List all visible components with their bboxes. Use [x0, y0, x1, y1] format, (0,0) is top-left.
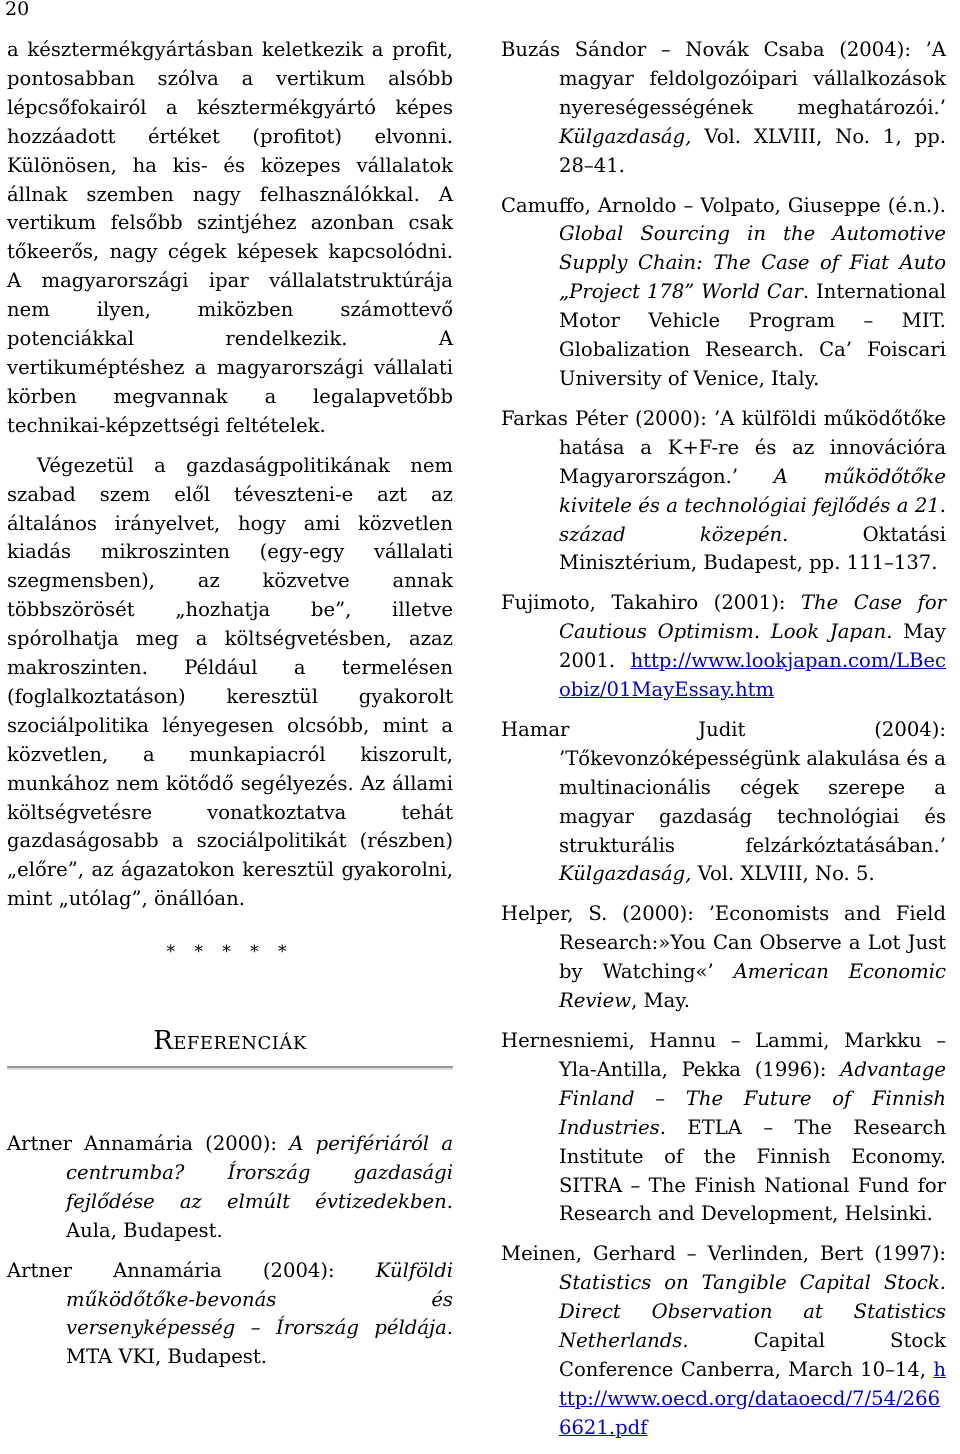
- reference-text: Vol. XLVIII, No. 1, pp. 28–41.: [559, 124, 946, 177]
- reference-text: ETLA – The Research Institute of the Finnish Economy. SITRA – The Finish National Fund for Research and Development, Helsinki.: [559, 1115, 946, 1226]
- reference-title: Külgazdaság,: [559, 124, 692, 148]
- reference-title: The Case for Cautious Optimism. Look Japan.: [559, 591, 946, 644]
- reference-title: Advantage Finland – The Future of Finnish Industries.: [559, 1057, 946, 1139]
- reference-text: Artner Annamária (2000):: [7, 1132, 290, 1155]
- reference-entry: [501, 1240, 946, 1442]
- reference-text: Camuffo, Arnoldo – Volpato, Giuseppe (é.n.).: [501, 193, 946, 217]
- reference-list-right: [501, 36, 946, 1454]
- reference-text: MTA VKI, Budapest.: [66, 1345, 267, 1369]
- reference-entry: [7, 1130, 453, 1246]
- body-paragraph: Végezetül a gazdaságpolitikának nem szabad szem elől téveszteni-e azt az általános irányelvet, hogy ami közvetlen kiadás mikroszinten (egy-egy vállalati szegmensben), az közvetve annak többszörösét „hozhatja be”, illetve spórolhatja meg a költségvetésben, azaz makroszinten. Például a termelésen (foglalkoztatáson) keresztül gyakorolt szociálpolitika lényegesen olcsóbb, mint a közvetlen, a munkapiacról kiszorult, munkához nem kötődő segélyezés. Az állami költségvetésre vonatkoztatva tehát gazdaságosabb a szociálpolitikát (részben) „előre”, az ágazatokon keresztül gyakorolni, mint „utólag”, önállóan.: [7, 453, 453, 911]
- reference-link[interactable]: http://www.oecd.org/dataoecd/7/54/2666621.pdf: [559, 1357, 946, 1439]
- reference-text: Fujimoto, Takahiro (2001):: [501, 591, 801, 615]
- reference-title: Külföldi működőtőke-bevonás és versenyképesség – Írország példája.: [66, 1258, 453, 1340]
- reference-text: Artner Annamária (2004):: [7, 1258, 376, 1282]
- reference-list-left: [7, 1130, 453, 1372]
- reference-entry: [7, 1257, 453, 1373]
- reference-text: Oktatási Minisztérium, Budapest, pp. 111–137.: [559, 522, 946, 575]
- reference-text: Meinen, Gerhard – Verlinden, Bert (1997):: [501, 1242, 946, 1266]
- left-column: [7, 36, 453, 1383]
- reference-text: Helper, S. (2000): ’Economists and Field Research:»You Can Observe a Lot Just by Watching«’: [501, 902, 946, 984]
- reference-entry: [501, 1027, 946, 1229]
- reference-title: A perifériáról a centrumba? Írország gazdasági fejlődése az elmúlt évtizedekben.: [66, 1132, 453, 1213]
- reference-text: Hernesniemi, Hannu – Lammi, Markku – Yla-Antilla, Pekka (1996):: [501, 1029, 946, 1081]
- reference-entry: [501, 192, 946, 394]
- reference-entry: [501, 900, 946, 1016]
- reference-text: Farkas Péter (2000): ’A külföldi működőtőke hatása a K+F-re és az innovációra Magyarországon.’: [501, 406, 946, 488]
- reference-text: Hamar Judit (2004): ’Tőkevonzóképességünk alakulása és a multinacionális cégek szerepe a magyar gazdaság technológiai és strukturális felzárkóztatásában.’: [501, 717, 946, 857]
- reference-text: , May.: [631, 989, 690, 1013]
- reference-title: American Economic Review: [559, 960, 946, 1013]
- reference-title: Statistics on Tangible Capital Stock. Direct Observation at Statistics Netherlands.: [559, 1271, 946, 1353]
- reference-text: . International Motor Vehicle Program – MIT. Globalization Research. Ca’ Foiscari University of Venice, Italy.: [559, 280, 946, 390]
- reference-title: Külgazdaság,: [559, 862, 692, 886]
- reference-entry: [501, 405, 946, 578]
- body-paragraph: a késztermékgyártásban keletkezik a profit, pontosabban szólva a vertikum alsóbb lépcsőfokairól a késztermékgyártó képes hozzáadott értéket (profitot) elvonni. Különösen, ha kis- és közepes vállalatok állnak szemben nagy felhasználókkal. A vertikum felsőbb szintjéhez azonban csak tőkeerős, nagy cégek képesek kapcsolódni. A magyarországi ipar vállalatstruktúrája nem ilyen, miközben számottevő potenciákkal rendelkezik. A vertikuméptéshez a magyarországi vállalati körben megvannak a legalapvetőbb technikai-képzettségi feltételek.: [7, 38, 453, 437]
- reference-entry: [501, 589, 946, 705]
- section-separator: * * * * *: [166, 942, 294, 963]
- reference-text: Capital Stock Conference Canberra, March 10–14,: [559, 1329, 946, 1381]
- heading-rule: [7, 1066, 453, 1070]
- reference-text: May 2001.: [559, 620, 946, 673]
- reference-text: Buzás Sándor – Novák Csaba (2004): ’A magyar feldolgozóipari vállalkozások nyereségességének meghatározói.’: [501, 38, 946, 119]
- reference-text: Vol. XLVIII, No. 5.: [691, 862, 875, 886]
- reference-link[interactable]: http://www.lookjapan.com/LBecobiz/01MayEssay.htm: [559, 649, 946, 702]
- references-heading: Referenciák: [153, 1026, 307, 1057]
- reference-entry: [501, 716, 946, 889]
- reference-entry: [501, 36, 946, 181]
- page-number: 20: [5, 0, 30, 20]
- reference-title: A működőtőke kivitele és a technológiai fejlődés a 21. század közepén.: [559, 464, 946, 546]
- reference-text: Aula, Budapest.: [66, 1218, 223, 1242]
- reference-title: Global Sourcing in the Automotive Supply Chain: The Case of Fiat Auto „Project 178” World Car: [559, 222, 946, 304]
